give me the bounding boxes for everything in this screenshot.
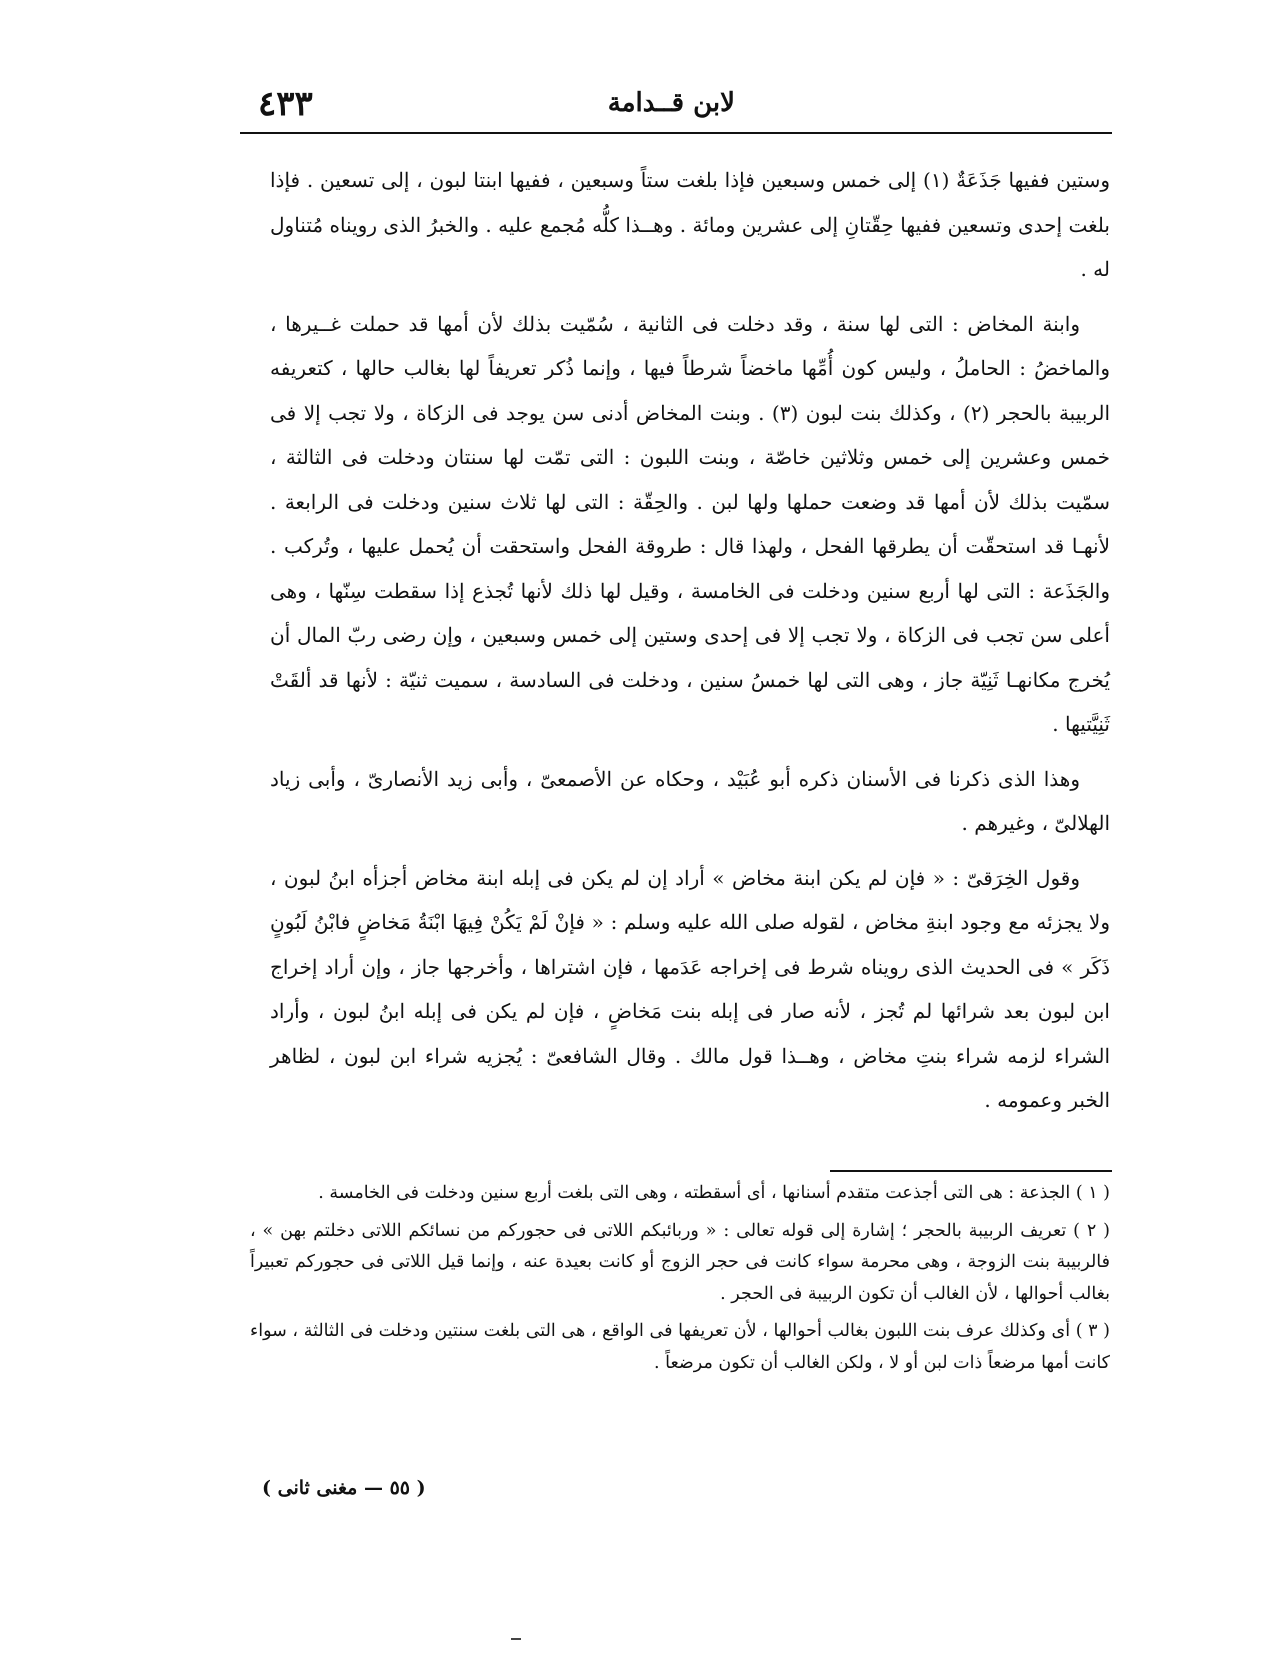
footnote-rule: [830, 1170, 1112, 1172]
paragraph: وهذا الذى ذكرنا فى الأسنان ذكره أبو عُبَيْد ، وحكاه عن الأصمعىّ ، وأبى زيد الأنصارىّ ، وأبى زياد الهلالىّ ، وغيرهم .: [270, 766, 1110, 835]
paragraph: وابنة المخاض : التى لها سنة ، وقد دخلت فى الثانية ، سُمّيت بذلك لأن أمها قد حملت غــيرها ، والماخضُ : الحاملُ ، وليس كون أُمِّها ماخضاً شرطاً فيها ، وإنما ذُكر تعريفاً لها بغالب حالها ، كتعريفه الربيبة بالحجر (٢) ، وكذلك بنت لبون (٣) . وبنت المخاض أدنى سن يوجد فى الزكاة ، ولا تجب إلا فى خمس وعشرين إلى خمس وثلاثين خاصّة ، وبنت اللبون : التى تمّت لها سنتان ودخلت فى الثالثة ، سمّيت بذلك لأن أمها قد وضعت حملها ولها لبن . والحِقّة : التى لها ثلاث سنين ودخلت فى الرابعة . لأنهـا قد استحقّت أن يطرقها الفحل ، ولهذا قال : طروقة الفحل واستحقت أن يُحمل عليها ، وتُركب . والجَذَعة : التى لها أربع سنين ودخلت فى الخامسة ، وقيل لها ذلك لأنها تُجذع إذا سقطت سِنّها ، وهى أعلى سن تجب فى الزكاة ، ولا تجب إلا فى إحدى وستين إلى خمس وسبعين ، وإن رضى ربّ المال أن يُخرج مكانهـا ثَنِيّة جاز ، وهى التى لها خمسُ سنين ، ودخلت فى السادسة ، سميت ثنيّة : لأنها قد ألقَتْ ثَنِيَّتيها .: [270, 311, 1111, 736]
page-number: ٤٣٣: [258, 84, 313, 124]
paragraph: وستين ففيها جَذَعَةٌ (١) إلى خمس وسبعين فإذا بلغت ستاً وسبعين ، ففيها ابنتا لبون ، إلى تسعين . فإذا بلغت إحدى وتسعين ففيها حِقّتانِ إلى عشرين ومائة . وهــذا كلُّه مُجمع عليه . والخبرُ الذى رويناه مُتناول له .: [270, 168, 1110, 281]
footnotes: [250, 1178, 1110, 1385]
main-text: [270, 158, 1110, 1133]
footnote: ( ٣ ) أى وكذلك عرف بنت اللبون بغالب أحوالها ، لأن تعريفها فى الواقع ، هى التى بلغت سنتين ودخلت فى الثالثة ، سواء كانت أمها مرضعاً ذات لبن أو لا ، ولكن الغالب أن تكون مرضعاً .: [250, 1321, 1110, 1373]
running-title: لابن قــدامة: [607, 88, 735, 118]
header-rule: [240, 132, 1112, 134]
footnote: ( ٢ ) تعريف الربيبة بالحجر ؛ إشارة إلى قوله تعالى : « وربائبكم اللاتى فى حجوركم من نسائكم اللاتى دخلتم بهن » ، فالربيبة بنت الزوجة ، وهى محرمة سواء كانت فى حجر الزوج أو كانت بعيدة عنه ، وإنما قيل اللاتى فى حجوركم تعبيراً بغالب أحوالها ، لأن الغالب أن تكون الربيبة فى الحجر .: [250, 1220, 1111, 1304]
printer-signature: ( ٥٥ — مغنى ثانى ): [262, 1477, 426, 1499]
page-mark: [511, 1638, 521, 1640]
footnote: ( ١ ) الجذعة : هى التى أجذعت متقدم أسنانها ، أى أسقطته ، وهى التى بلغت أربع سنين ودخلت فى الخامسة .: [318, 1183, 1110, 1203]
paragraph: وقول الخِرَقىّ : « فإن لم يكن ابنة مخاض » أراد إن لم يكن فى إبله ابنة مخاض أجزأه ابنُ لبون ، ولا يجزئه مع وجود ابنةِ مخاض ، لقوله صلى الله عليه وسلم : « فإنْ لَمْ يَكُنْ فِيهَا ابْنَةُ مَخاضٍ فابْنُ لَبُونٍ ذَكَر » فى الحديث الذى رويناه شرط فى إخراجه عَدَمها ، فإن اشتراها ، وأخرجها جاز ، وإن أراد إخراج ابن لبون بعد شرائها لم تُجز ، لأنه صار فى إبله بنت مَخاضٍ ، فإن لم يكن فى إبله ابنُ لبون ، وأراد الشراء لزمه شراء بنتِ مخاض ، وهــذا قول مالك . وقال الشافعىّ : يُجزيه شراء ابن لبون ، لظاهر الخبر وعمومه .: [270, 865, 1110, 1112]
page-header: [240, 82, 1110, 132]
